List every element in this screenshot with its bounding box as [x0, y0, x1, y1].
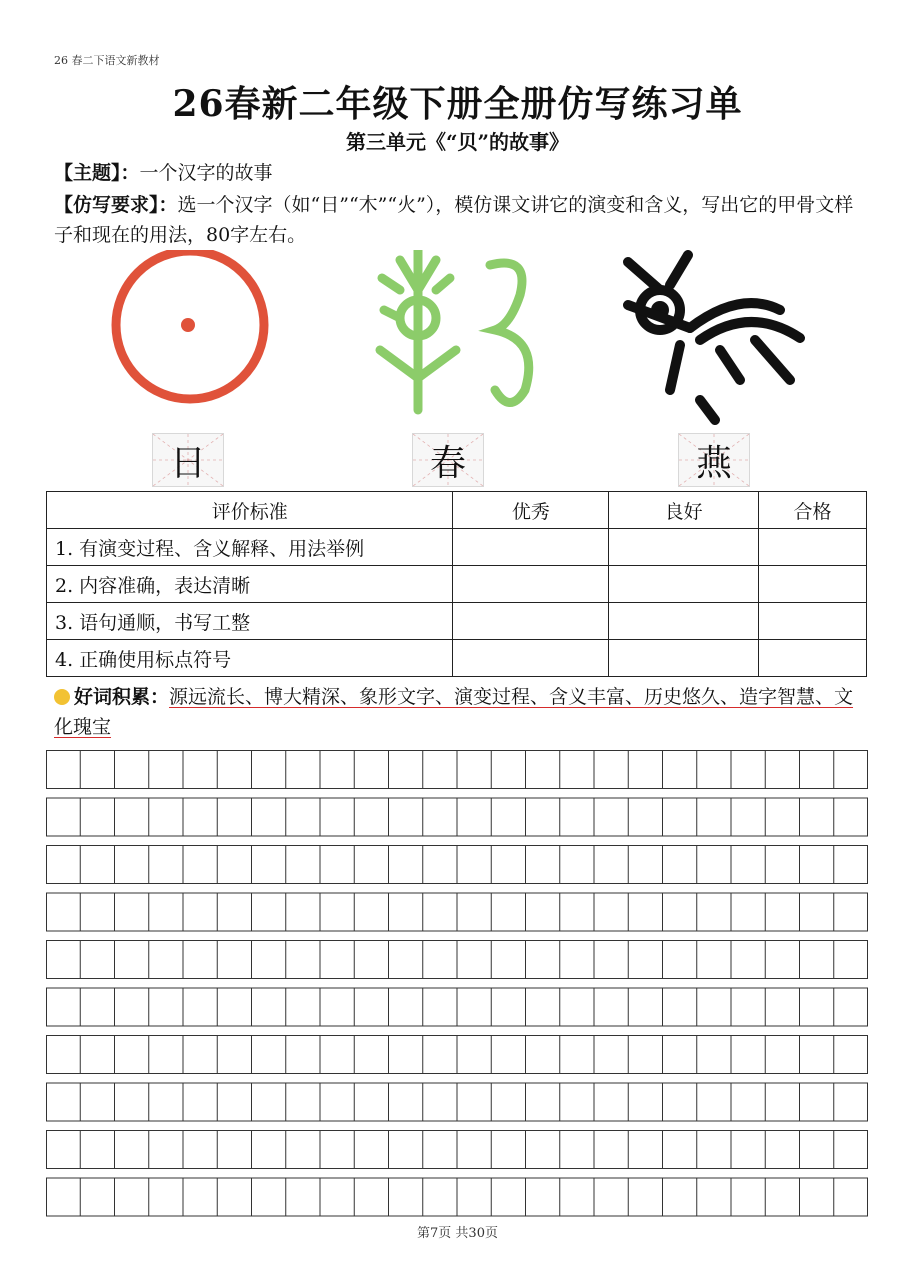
writing-grid-row[interactable]: [47, 1083, 868, 1121]
header-note: 26 春二下语文新教材: [54, 54, 160, 67]
rubric-cell[interactable]: [453, 529, 609, 566]
table-row: [47, 566, 867, 603]
char-box-chun: [412, 433, 484, 487]
rubric-header-excellent: 优秀: [453, 492, 609, 529]
rubric-table: [46, 491, 867, 677]
page-footer: 第7页 共30页: [417, 1226, 498, 1241]
writing-grid-row[interactable]: [47, 1178, 868, 1216]
char-yan: 燕: [695, 442, 732, 484]
oracle-yan-glyph: [628, 255, 800, 420]
char-box-ri: [152, 433, 224, 487]
theme-line: [54, 158, 273, 188]
rubric-header-criteria: 评价标准: [47, 492, 453, 529]
rubric-cell[interactable]: [453, 603, 609, 640]
rubric-header-pass: 合格: [759, 492, 867, 529]
table-row: [47, 529, 867, 566]
bullet-dot-icon: [54, 689, 70, 705]
page-title: 26春新二年级下册全册仿写练习单: [172, 83, 743, 125]
writing-grid-row[interactable]: [47, 798, 868, 836]
rubric-cell[interactable]: [609, 640, 759, 677]
unit-subtitle: 第三单元《“贝”的故事》: [345, 130, 569, 154]
rubric-criterion: 4. 正确使用标点符号: [47, 640, 453, 677]
writing-grid-row[interactable]: [47, 1036, 868, 1074]
writing-grid-row[interactable]: [47, 893, 868, 931]
rubric-cell[interactable]: [759, 640, 867, 677]
char-ri: 日: [169, 442, 206, 484]
writing-grid[interactable]: [46, 750, 868, 1218]
rubric-cell[interactable]: [609, 603, 759, 640]
rubric-cell[interactable]: [759, 529, 867, 566]
oracle-chun-glyph: [380, 250, 529, 410]
rubric-cell[interactable]: [453, 566, 609, 603]
rubric-cell[interactable]: [609, 566, 759, 603]
writing-grid-row[interactable]: [47, 1131, 868, 1169]
requirement-text: 选一个汉字（如“日”“木”“火”），模仿课文讲它的演变和含义，写出它的甲骨文样子和现在的用法，80字左右。: [54, 194, 854, 246]
rubric-cell[interactable]: [759, 566, 867, 603]
rubric-cell[interactable]: [609, 529, 759, 566]
requirement-label: 【仿写要求】：: [54, 194, 178, 216]
rubric-criterion: 1. 有演变过程、含义解释、用法举例: [47, 529, 453, 566]
theme-label: 【主题】：: [54, 162, 140, 184]
writing-grid-row[interactable]: [47, 846, 868, 884]
writing-grid-row[interactable]: [47, 941, 868, 979]
rubric-criterion: 2. 内容准确，表达清晰: [47, 566, 453, 603]
rubric-cell[interactable]: [759, 603, 867, 640]
writing-grid-row[interactable]: [47, 751, 868, 789]
rubric-cell[interactable]: [453, 640, 609, 677]
vocabulary-label: 好词积累：: [74, 686, 170, 708]
rubric-criterion: 3. 语句通顺，书写工整: [47, 603, 453, 640]
vocabulary-words: 源远流长、博大精深、象形文字、演变过程、含义丰富、历史悠久、造字智慧、文化瑰宝: [54, 686, 854, 738]
char-chun: 春: [429, 442, 466, 484]
table-row: [47, 603, 867, 640]
theme-text: 一个汉字的故事: [139, 162, 273, 184]
table-row: [47, 640, 867, 677]
oracle-ri-glyph: [116, 251, 264, 399]
rubric-header-good: 良好: [609, 492, 759, 529]
requirement-line: [54, 190, 864, 250]
char-box-yan: [678, 433, 750, 487]
oracle-glyphs: [100, 250, 820, 425]
vocabulary-section: [54, 682, 869, 742]
rubric-header-row: [47, 492, 867, 529]
writing-grid-row[interactable]: [47, 988, 868, 1026]
